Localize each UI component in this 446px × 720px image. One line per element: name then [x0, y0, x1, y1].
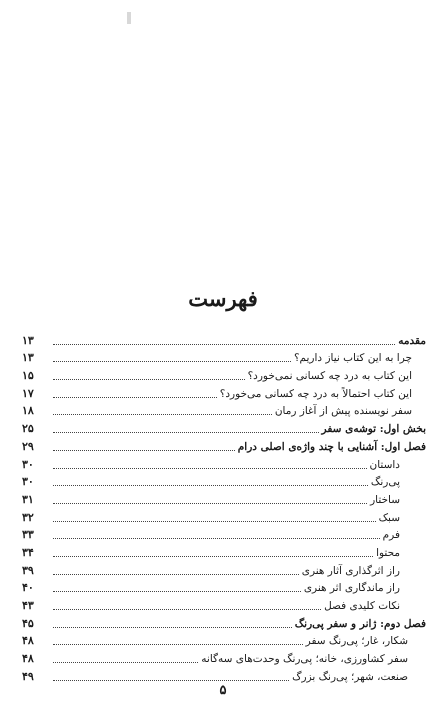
toc-entry-label: شکار، غار؛ پی‌رنگ سفر [305, 635, 408, 648]
toc-entry [22, 560, 426, 578]
toc-dot-leader [53, 590, 301, 592]
page-number: ۵ [219, 683, 227, 698]
toc-entry [22, 631, 426, 649]
toc-entry-label: فرم [382, 529, 400, 542]
toc-entry-label: فصل اول: آشنایی با چند واژه‌ی اصلی درام [237, 440, 426, 453]
toc-dot-leader [53, 449, 235, 451]
table-of-contents [22, 330, 426, 684]
toc-entry [22, 613, 426, 631]
toc-dot-leader [53, 643, 303, 645]
toc-entry [22, 507, 426, 525]
toc-entry [22, 648, 426, 666]
toc-entry-label: مقدمه [398, 334, 426, 347]
scan-mark [127, 12, 131, 24]
toc-entry [22, 666, 426, 684]
toc-entry-page: ۴۰ [22, 581, 34, 595]
toc-entry-label: محتوا [376, 546, 400, 559]
toc-dot-leader [53, 502, 367, 504]
toc-entry-label: راز اثرگذاری آثار هنری [301, 564, 400, 577]
toc-dot-leader [53, 626, 292, 628]
toc-dot-leader [53, 608, 321, 610]
toc-entry [22, 578, 426, 596]
toc-entry-page: ۴۵ [22, 616, 34, 630]
toc-entry [22, 525, 426, 543]
toc-entry-page: ۱۳ [22, 333, 34, 347]
toc-entry-page: ۲۵ [22, 422, 34, 436]
toc-entry-label: ساختار [370, 493, 400, 506]
toc-entry [22, 401, 426, 419]
toc-dot-leader [53, 679, 289, 681]
page-title: فهرست [188, 286, 258, 311]
toc-entry [22, 436, 426, 454]
toc-entry-label: بخش اول: توشه‌ی سفر [321, 423, 426, 436]
toc-dot-leader [53, 378, 245, 380]
toc-entry-label: صنعت، شهر؛ پی‌رنگ بزرگ [292, 670, 408, 683]
toc-entry-label: این کتاب به درد چه کسانی نمی‌خورد؟ [247, 370, 412, 383]
toc-dot-leader [53, 484, 368, 486]
toc-dot-leader [53, 343, 395, 345]
toc-entry-page: ۴۹ [22, 669, 34, 683]
toc-dot-leader [53, 661, 198, 663]
toc-dot-leader [53, 467, 367, 469]
toc-entry-page: ۱۳ [22, 351, 34, 365]
toc-entry [22, 454, 426, 472]
toc-entry-page: ۲۹ [22, 439, 34, 453]
toc-entry-page: ۳۰ [22, 457, 34, 471]
toc-entry-page: ۳۱ [22, 492, 34, 506]
toc-dot-leader [53, 431, 319, 433]
toc-entry [22, 489, 426, 507]
toc-dot-leader [53, 537, 380, 539]
toc-entry-label: فصل دوم: ژانر و سفر پی‌رنگ [294, 617, 426, 630]
toc-entry-label: راز ماندگاری اثر هنری [303, 582, 400, 595]
toc-entry-label: سفر کشاورزی، خانه؛ پی‌رنگ وحدت‌های سه‌گانه [201, 653, 408, 666]
toc-dot-leader [53, 360, 291, 362]
toc-entry [22, 330, 426, 348]
toc-entry-label: چرا به این کتاب نیاز داریم؟ [293, 352, 412, 365]
toc-entry-label: داستان [369, 458, 400, 471]
toc-entry-page: ۴۸ [22, 634, 34, 648]
toc-entry [22, 365, 426, 383]
toc-entry-label: پی‌رنگ [370, 476, 400, 489]
toc-entry-page: ۳۴ [22, 545, 34, 559]
toc-entry [22, 595, 426, 613]
toc-entry-label: سبک [378, 511, 400, 524]
toc-entry-page: ۴۳ [22, 599, 34, 612]
toc-dot-leader [53, 573, 299, 575]
toc-dot-leader [53, 555, 373, 557]
toc-entry-page: ۴۸ [22, 652, 34, 666]
toc-entry-page: ۳۰ [22, 475, 34, 489]
toc-entry [22, 542, 426, 560]
toc-entry-page: ۳۳ [22, 528, 34, 542]
toc-entry-page: ۳۹ [22, 563, 34, 577]
toc-entry [22, 418, 426, 436]
toc-dot-leader [53, 520, 376, 522]
toc-entry-label: سفر نویسنده پیش از آغاز رمان [274, 405, 412, 418]
toc-dot-leader [53, 396, 217, 398]
toc-entry-page: ۱۸ [22, 404, 34, 418]
toc-entry [22, 383, 426, 401]
toc-entry-label: این کتاب احتمالاً به درد چه کسانی می‌خورد؟ [219, 387, 412, 400]
toc-entry [22, 472, 426, 490]
toc-entry [22, 348, 426, 366]
toc-entry-page: ۱۵ [22, 369, 34, 383]
toc-dot-leader [53, 413, 272, 415]
toc-entry-label: نکات کلیدی فصل [324, 600, 400, 612]
toc-entry-page: ۳۲ [22, 510, 34, 524]
toc-entry-page: ۱۷ [22, 386, 34, 400]
